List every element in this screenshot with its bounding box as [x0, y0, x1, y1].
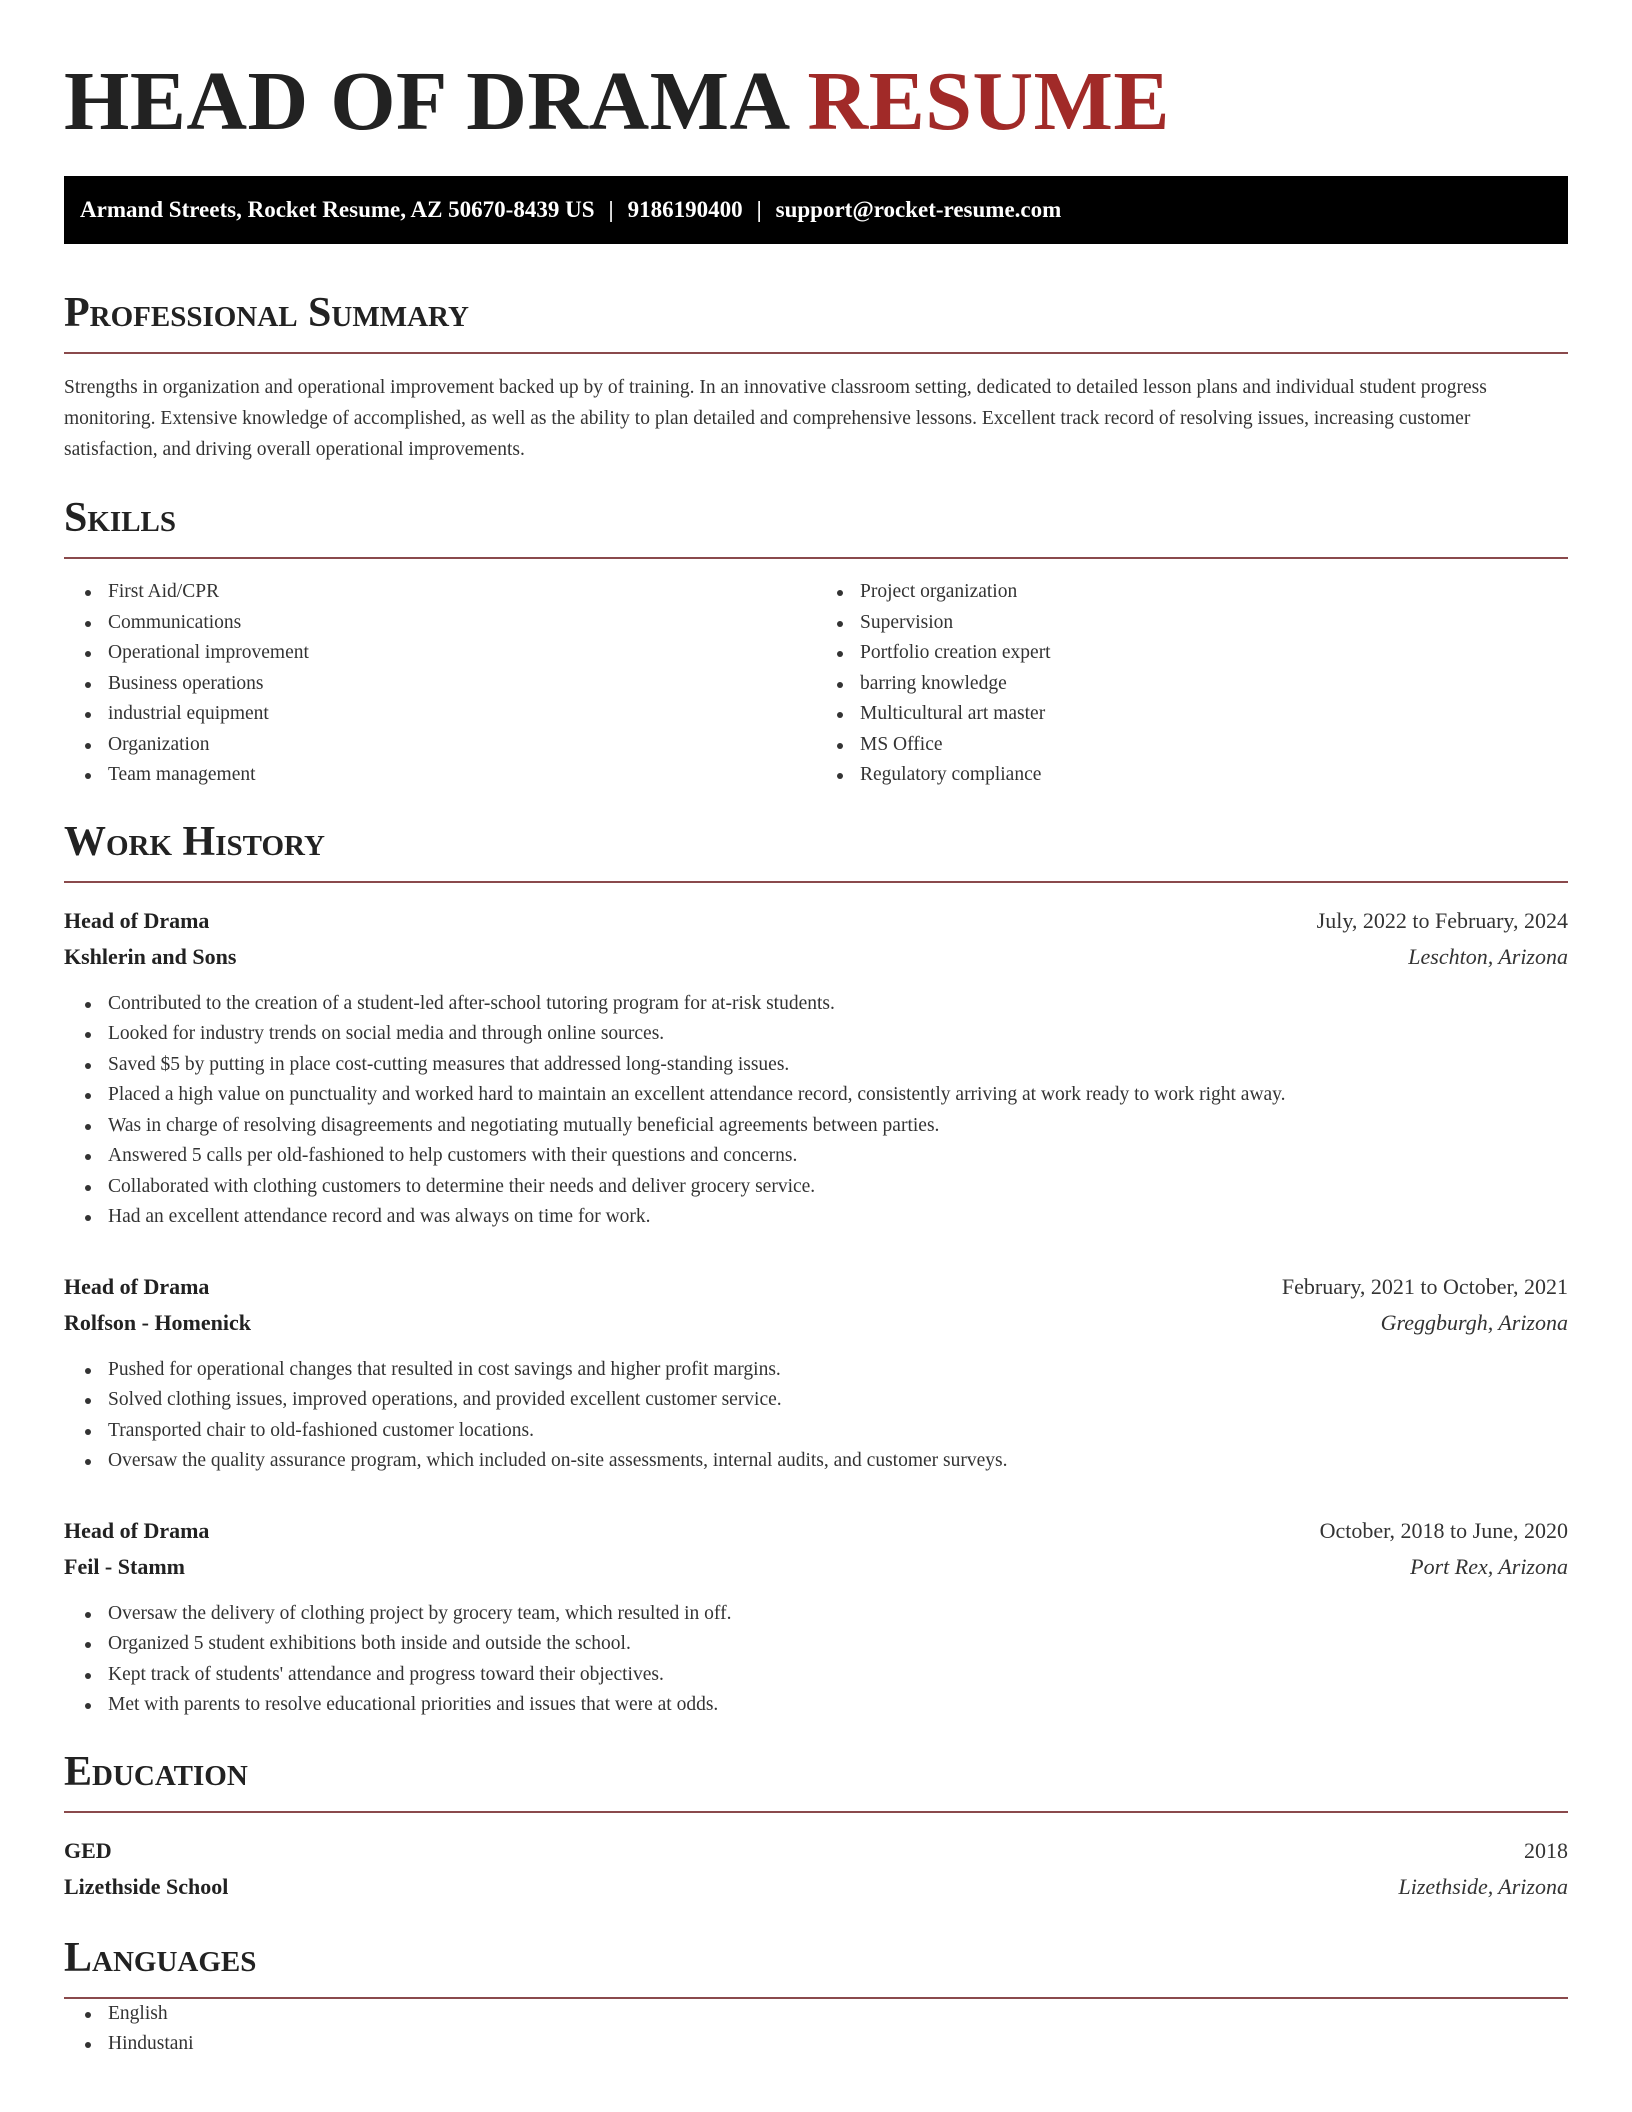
section-heading: Education	[64, 1748, 248, 1795]
work-history-section	[64, 817, 1568, 1721]
section-divider	[64, 557, 1568, 559]
education-section	[64, 1747, 1568, 1905]
education-school: Lizethside School	[64, 1873, 229, 1899]
skill-item: Business operations	[108, 669, 816, 700]
job-entry	[64, 903, 1568, 1233]
skill-item: industrial equipment	[108, 699, 816, 730]
job-bullet: Met with parents to resolve educational priorities and issues that were at odds.	[108, 1690, 1568, 1721]
skill-item: Project organization	[860, 577, 1568, 608]
job-company-row	[64, 1549, 1568, 1585]
skill-item: MS Office	[860, 730, 1568, 761]
skill-item: First Aid/CPR	[108, 577, 816, 608]
job-company: Feil - Stamm	[64, 1553, 185, 1579]
summary-text: Strengths in organization and operational improvement backed up by of training. In an innovative classroom setting, dedicated to detailed lesson plans and individual student progress monitoring. Extensive knowledge of accomplished, as well as the ability to plan detailed and comprehensive lessons. Excellent track record of resolving issues, increasing customer satisfaction, and driving overall operational improvements.	[64, 377, 1487, 460]
job-bullet: Oversaw the quality assurance program, which included on-site assessments, internal audits, and customer surveys.	[108, 1446, 1568, 1477]
job-header-row	[64, 1269, 1568, 1305]
job-location: Leschton, Arizona	[1408, 943, 1568, 969]
job-bullet: Solved clothing issues, improved operations, and provided excellent customer service.	[108, 1385, 1568, 1416]
languages-list	[64, 1999, 1568, 2060]
skill-item: barring knowledge	[860, 669, 1568, 700]
education-location: Lizethside, Arizona	[1398, 1873, 1568, 1899]
job-role: Head of Drama	[64, 1273, 210, 1299]
job-bullet: Kept track of students' attendance and progress toward their objectives.	[108, 1660, 1568, 1691]
skills-grid	[64, 577, 1568, 791]
job-entry	[64, 1513, 1568, 1721]
job-bullet: Had an excellent attendance record and was always on time for work.	[108, 1202, 1568, 1233]
job-bullet: Transported chair to old-fashioned customer locations.	[108, 1416, 1568, 1447]
job-bullet: Organized 5 student exhibitions both inside and outside the school.	[108, 1629, 1568, 1660]
job-bullets	[64, 1355, 1568, 1477]
job-bullet: Was in charge of resolving disagreements and negotiating mutually beneficial agreements between parties.	[108, 1111, 1568, 1142]
education-entry	[64, 1833, 1568, 1905]
job-dates: October, 2018 to June, 2020	[1319, 1517, 1568, 1543]
job-header-row	[64, 1513, 1568, 1549]
job-bullet: Contributed to the creation of a student-led after-school tutoring program for at-risk students.	[108, 989, 1568, 1020]
education-year: 2018	[1524, 1837, 1568, 1863]
skill-item: Supervision	[860, 608, 1568, 639]
job-entry	[64, 1269, 1568, 1477]
job-bullet: Oversaw the delivery of clothing project by grocery team, which resulted in off.	[108, 1599, 1568, 1630]
job-company-row	[64, 939, 1568, 975]
job-company: Kshlerin and Sons	[64, 943, 237, 969]
job-bullet: Looked for industry trends on social media and through online sources.	[108, 1019, 1568, 1050]
languages-section	[64, 1933, 1568, 2060]
skill-item: Communications	[108, 608, 816, 639]
job-role: Head of Drama	[64, 907, 210, 933]
job-bullet: Answered 5 calls per old-fashioned to help customers with their questions and concerns.	[108, 1141, 1568, 1172]
job-bullets	[64, 989, 1568, 1233]
section-heading: Work History	[64, 818, 325, 865]
job-header-row	[64, 903, 1568, 939]
contact-separator: |	[608, 197, 614, 222]
language-item: English	[108, 1999, 1568, 2030]
contact-email: support@rocket-resume.com	[775, 197, 1062, 222]
resume-title	[64, 52, 1568, 152]
section-heading: Professional Summary	[64, 290, 469, 336]
skills-list-left	[64, 577, 816, 791]
skill-item: Multicultural art master	[860, 699, 1568, 730]
contact-address: Armand Streets, Rocket Resume, AZ 50670-8439 US	[80, 197, 595, 222]
contact-phone: 9186190400	[627, 197, 743, 222]
job-location: Port Rex, Arizona	[1410, 1553, 1568, 1579]
job-dates: July, 2022 to February, 2024	[1316, 907, 1568, 933]
job-company-row	[64, 1305, 1568, 1341]
skill-item: Organization	[108, 730, 816, 761]
contact-bar	[64, 176, 1568, 244]
skill-item: Team management	[108, 760, 816, 791]
language-item: Hindustani	[108, 2029, 1568, 2060]
education-degree: GED	[64, 1837, 112, 1863]
section-divider	[64, 1811, 1568, 1813]
skills-section	[64, 493, 1568, 791]
skill-item: Operational improvement	[108, 638, 816, 669]
summary-section	[64, 288, 1568, 465]
section-heading: Languages	[64, 1934, 257, 1981]
education-header-row	[64, 1833, 1568, 1869]
job-role: Head of Drama	[64, 1517, 210, 1543]
skill-item: Portfolio creation expert	[860, 638, 1568, 669]
job-bullet: Saved $5 by putting in place cost-cutting measures that addressed long-standing issues.	[108, 1050, 1568, 1081]
job-dates: February, 2021 to October, 2021	[1281, 1273, 1568, 1299]
job-bullet: Pushed for operational changes that resulted in cost savings and higher profit margins.	[108, 1355, 1568, 1386]
job-company: Rolfson - Homenick	[64, 1309, 251, 1335]
section-heading: Skills	[64, 495, 177, 541]
skill-item: Regulatory compliance	[860, 760, 1568, 791]
job-location: Greggburgh, Arizona	[1380, 1309, 1568, 1335]
education-school-row	[64, 1869, 1568, 1905]
contact-separator: |	[756, 197, 762, 222]
section-divider	[64, 352, 1568, 354]
section-divider	[64, 881, 1568, 883]
title-accent: RESUME	[807, 55, 1170, 148]
job-bullets	[64, 1599, 1568, 1721]
job-bullet: Placed a high value on punctuality and worked hard to maintain an excellent attendance record, consistently arriving at work ready to work right away.	[108, 1080, 1568, 1111]
skills-list-right	[816, 577, 1568, 791]
title-main: HEAD OF DRAMA	[64, 55, 787, 148]
job-bullet: Collaborated with clothing customers to determine their needs and deliver grocery service.	[108, 1172, 1568, 1203]
